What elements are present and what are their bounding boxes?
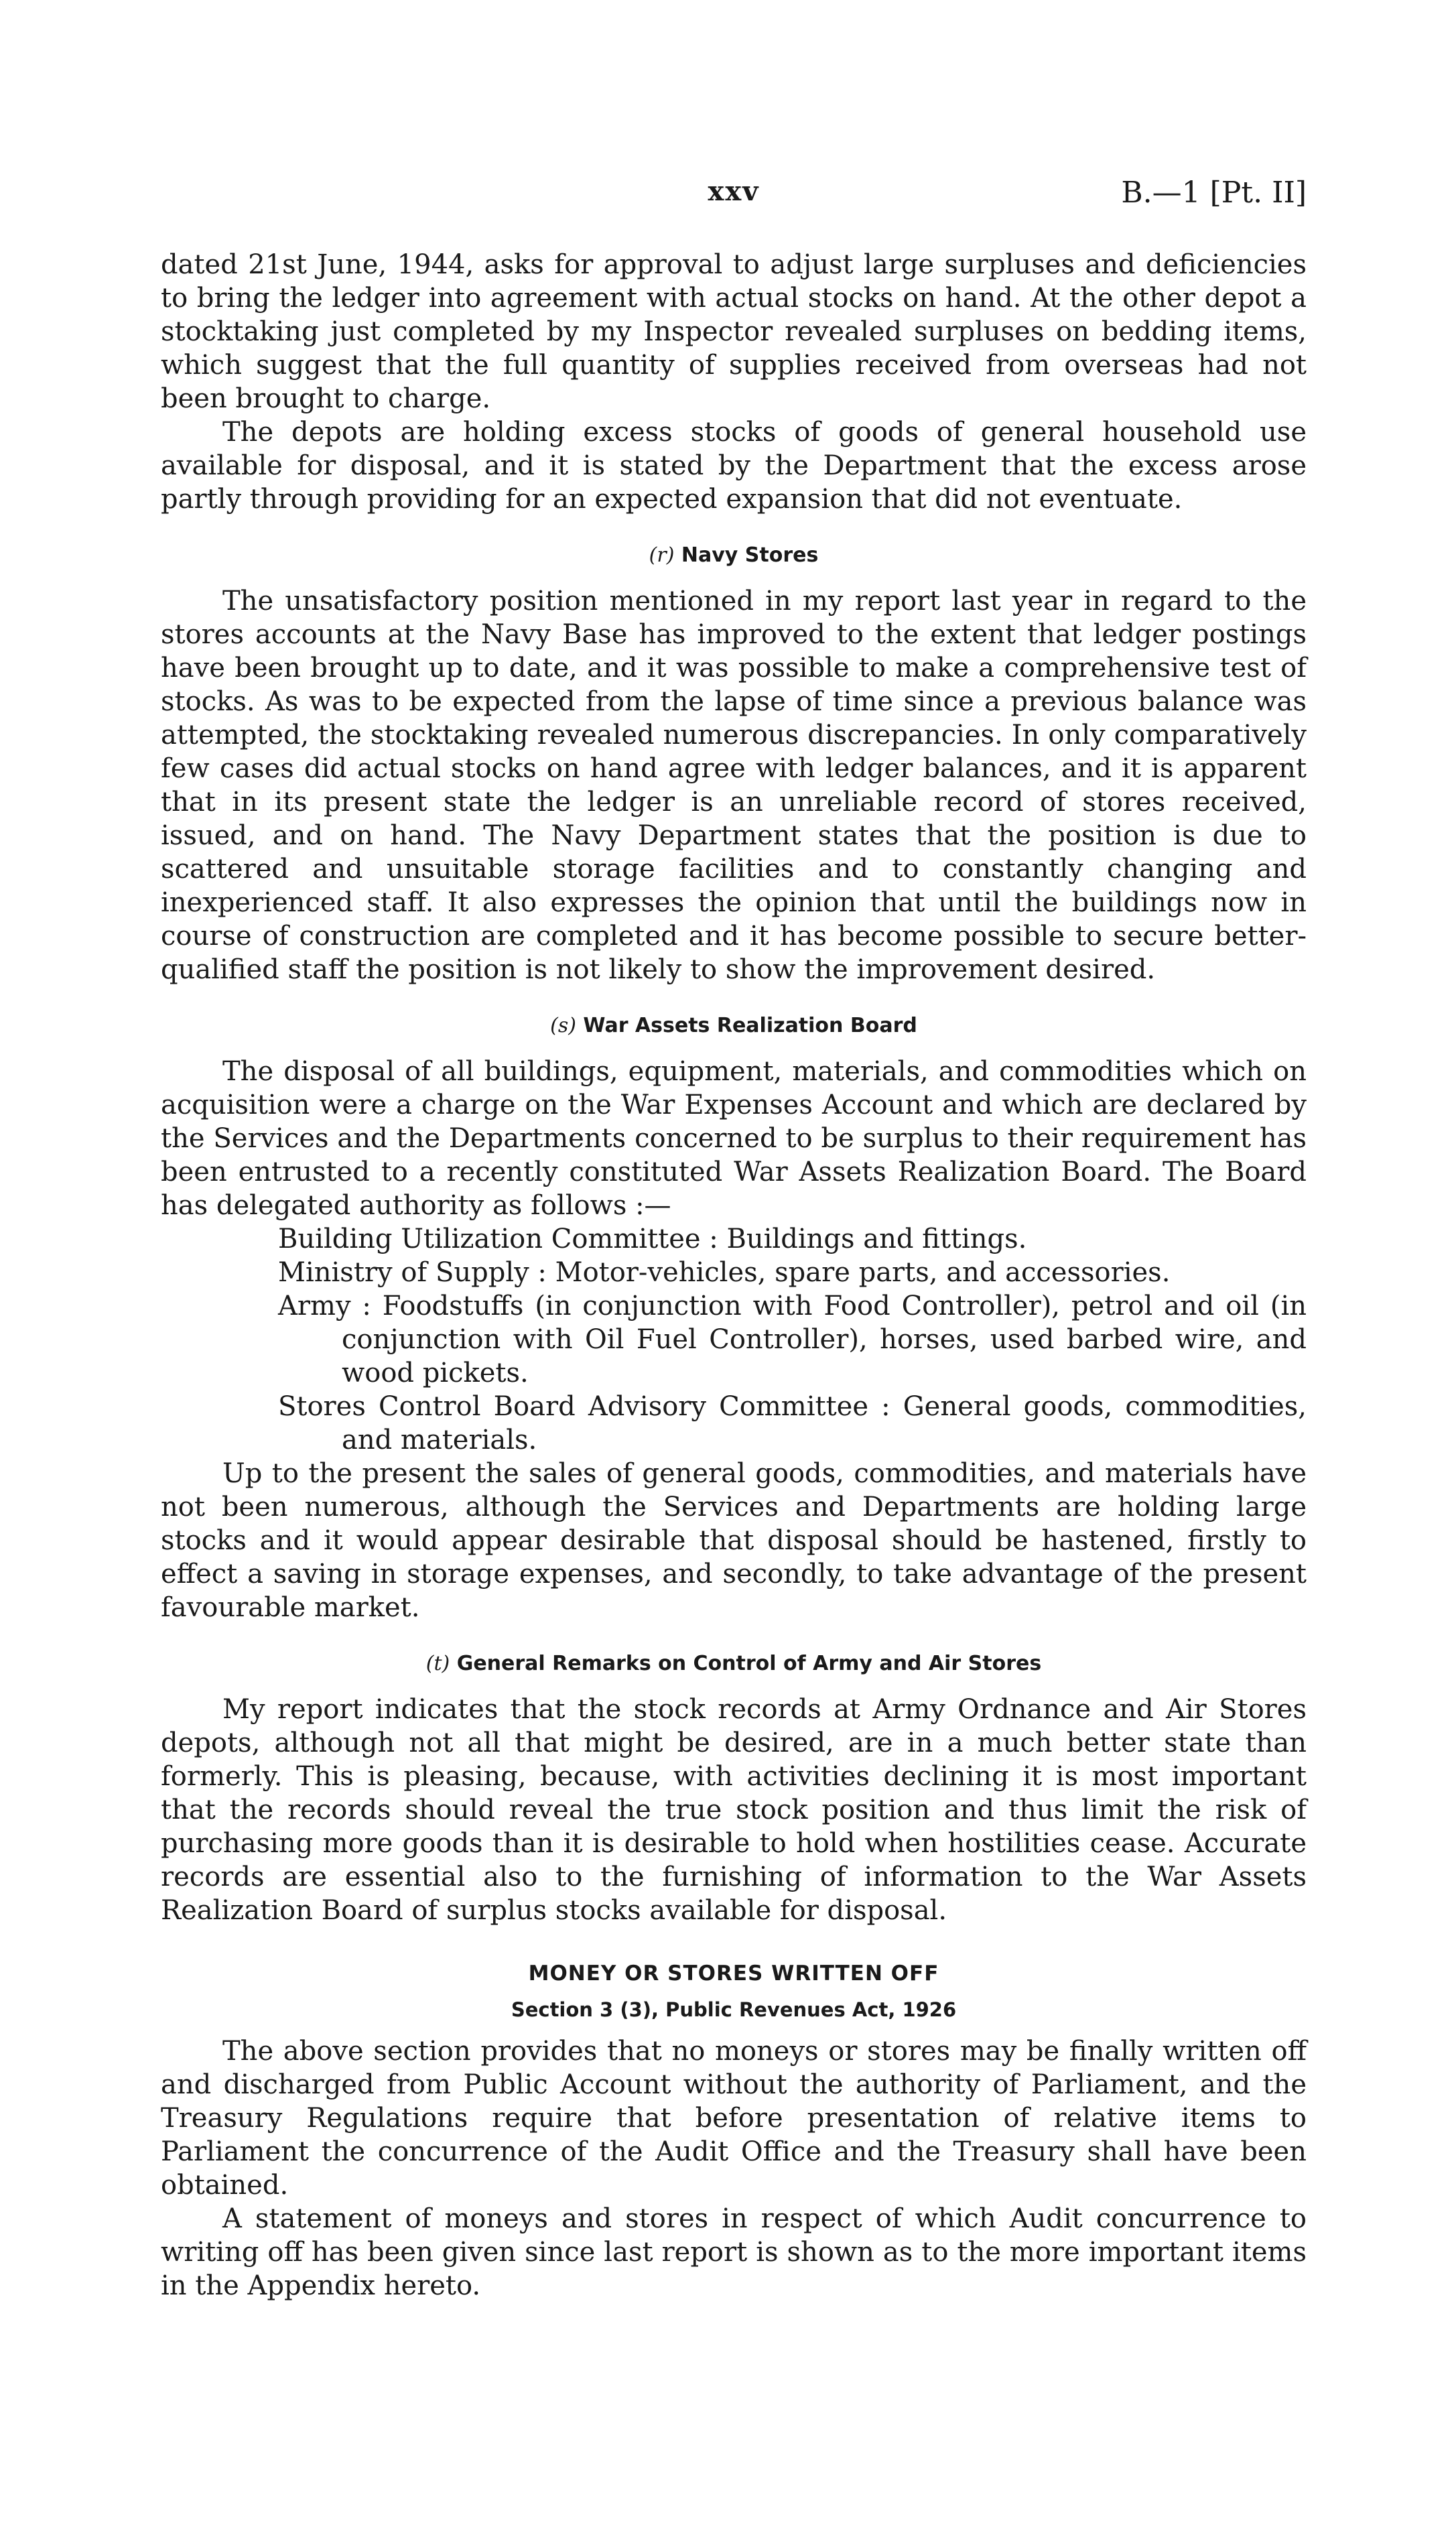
written-off-subheading: Section 3 (3), Public Revenues Act, 1926 [511, 1998, 957, 2021]
written-off-heading: MONEY OR STORES WRITTEN OFF [528, 1961, 939, 1986]
general-remarks-letter: (t) [425, 1652, 450, 1675]
war-assets-title: War Assets Realization Board [583, 1014, 917, 1037]
war-assets-paragraph-1: The disposal of all buildings, equipment, materials, and commodities which on acquisition were a charge on the War Expenses Account and which are declared by the Services and the Departments concerned to be surplus to their requirement has been entrusted to a recently constituted War Assets Realization Board. The Board has delegated authority as follows :— [161, 1056, 1307, 1221]
war-assets-heading [161, 1009, 1307, 1043]
general-remarks-title: General Remarks on Control of Army and Air Stores [456, 1652, 1042, 1675]
running-head: B.—1 [Pt. II] [1121, 176, 1307, 210]
navy-stores-title: Navy Stores [681, 543, 819, 567]
navy-stores-heading [161, 539, 1307, 572]
general-remarks-heading [161, 1647, 1307, 1681]
page-number: xxv [708, 176, 760, 207]
authority-list [161, 1222, 1307, 1457]
authority-item: Army : Foodstuffs (in conjunction with Food Controller), petrol and oil (in conjunction with Oil Fuel Controller), horses, used barbed wire, and wood pickets. [278, 1291, 1307, 1388]
authority-item: Ministry of Supply : Motor-vehicles, spare parts, and accessories. [278, 1257, 1171, 1288]
authority-item: Building Utilization Committee : Buildings and fittings. [278, 1224, 1027, 1254]
navy-stores-paragraph: The unsatisfactory position mentioned in my report last year in regard to the stores accounts at the Navy Base has improved to the extent that ledger postings have been brought up to date, and it was possible to make a comprehensive test of stocks. As was to be expected from the lapse of time since a previous balance was attempted, the stocktaking revealed numerous discrepancies. In only comparatively few cases did actual stocks on hand agree with ledger balances, and it is apparent that in its present state the ledger is an unreliable record of stores received, issued, and on hand. The Navy Department states that the position is due to scattered and unsuitable storage facilities and to constantly changing and inexperienced staff. It also expresses the opinion that until the buildings now in course of construction are completed and it has become possible to secure better-qualified staff the position is not likely to show the improvement desired. [161, 586, 1307, 985]
written-off-paragraph-2: A statement of moneys and stores in respect of which Audit concurrence to writing off has been given since last report is shown as to the more important items in the Appendix hereto. [161, 2203, 1307, 2301]
authority-item: Stores Control Board Advisory Committee : General goods, commodities, and materials. [278, 1391, 1307, 1455]
navy-stores-letter: (r) [649, 543, 675, 567]
written-off-paragraph-1: The above section provides that no moneys or stores may be finally written off and discharged from Public Account without the authority of Parliament, and the Treasury Regulations require that before presentation of relative items to Parliament the concurrence of the Audit Office and the Treasury shall have been obtained. [161, 2036, 1307, 2201]
general-remarks-paragraph: My report indicates that the stock records at Army Ordnance and Air Stores depots, although not all that might be desired, are in a much better state than formerly. This is pleasing, because, with activities declining it is most important that the records should reveal the true stock position and thus limit the risk of purchasing more goods than it is desirable to hold when hostilities cease. Accurate records are essential also to the furnishing of information to the War Assets Realization Board of surplus stocks available for disposal. [161, 1694, 1307, 1926]
war-assets-paragraph-2: Up to the present the sales of general goods, commodities, and materials have not been numerous, although the Services and Departments are holding large stocks and it would appear desirable that disposal should be hastened, firstly to effect a saving in storage expenses, and secondly, to take advantage of the present favourable market. [161, 1458, 1307, 1623]
intro-paragraph-2: The depots are holding excess stocks of goods of general household use available for disposal, and it is stated by the Department that the excess arose partly through providing for an expected expansion that did not eventuate. [161, 417, 1307, 515]
war-assets-letter: (s) [550, 1014, 576, 1037]
intro-paragraph-1: dated 21st June, 1944, asks for approval to adjust large surpluses and deficiencies to bring the ledger into agreement with actual stocks on hand. At the other depot a stocktaking just completed by my Inspector revealed surpluses on bedding items, which suggest that the full quantity of supplies received from overseas had not been brought to charge. [161, 249, 1307, 414]
page-header [161, 176, 1307, 216]
